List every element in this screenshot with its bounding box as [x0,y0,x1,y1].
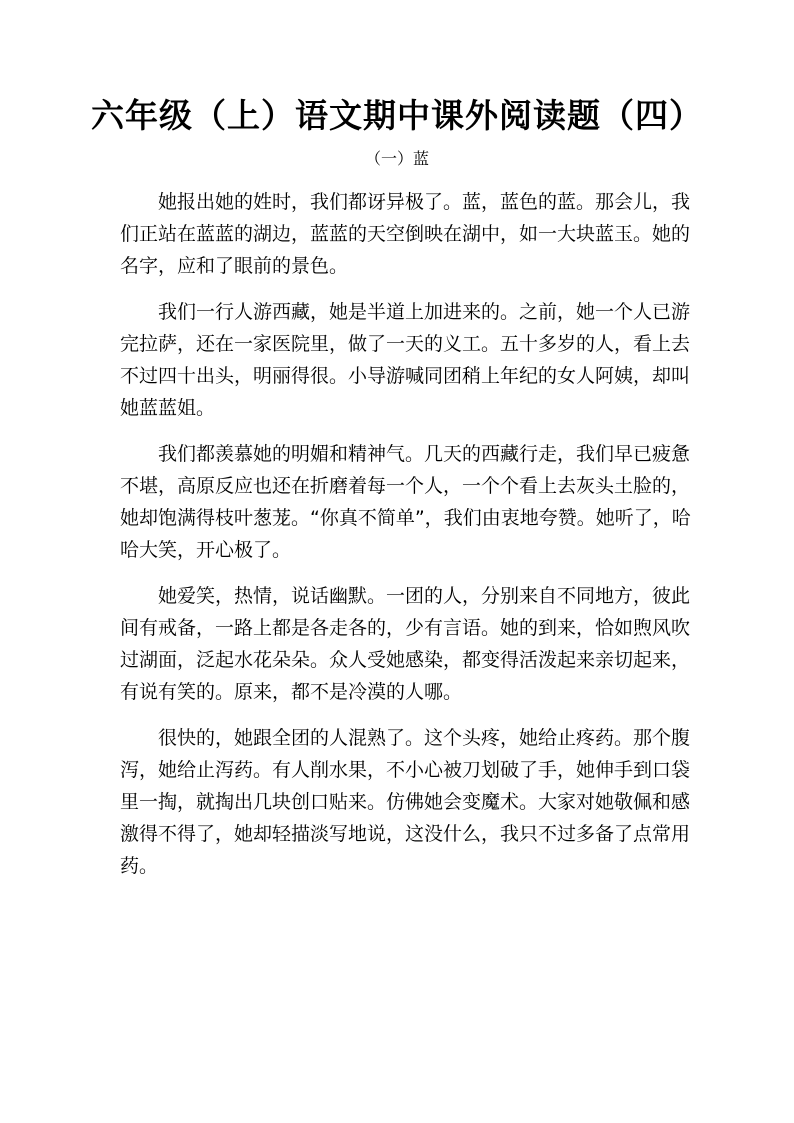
text-line: 不过四十出头，明丽得很。小导游喊同团稍上年纪的女人阿姨，却叫 [120,365,691,387]
text-line: 激得不得了，她却轻描淡写地说，这没什么，我只不过多备了点常用 [120,823,691,845]
paragraph-2 [120,296,691,424]
paragraph-4 [120,580,691,708]
document-title: 六年级（上）语文期中课外阅读题（四） [91,96,703,135]
text-line: 完拉萨，还在一家医院里，做了一天的义工。五十多岁的人，看上去 [120,333,691,355]
text-line: 里一掏，就掏出几块创口贴来。仿佛她会变魔术。大家对她敬佩和感 [120,791,691,813]
paragraph-5 [120,722,691,882]
text-line: 不堪，高原反应也还在折磨着每一个人，一个个看上去灰头土脸的， [120,475,691,497]
text-line: 她爱笑，热情，说话幽默。一团的人，分别来自不同地方，彼此 [158,585,691,607]
text-line: 们正站在蓝蓝的湖边，蓝蓝的天空倒映在湖中，如一大块蓝玉。她的 [120,223,691,245]
text-line: 药。 [120,855,159,877]
paragraph-3 [120,438,691,566]
text-line: 名字，应和了眼前的景色。 [120,255,349,277]
text-line: 我们一行人游西藏，她是半道上加进来的。之前，她一个人已游 [158,301,691,323]
paragraph-1 [120,186,691,282]
text-line: 哈大笑，开心极了。 [120,539,292,561]
text-line: 很快的，她跟全团的人混熟了。这个头疼，她给止疼药。那个腹 [158,727,691,749]
text-line: 过湖面，泛起水花朵朵。众人受她感染，都变得活泼起来亲切起来， [120,649,691,671]
text-line: 她报出她的姓时，我们都讶异极了。蓝，蓝色的蓝。那会儿，我 [158,191,691,213]
text-line: 间有戒备，一路上都是各走各的，少有言语。她的到来，恰如煦风吹 [120,617,691,639]
article-body [120,186,691,896]
text-line: 泻，她给止泻药。有人削水果，不小心被刀划破了手，她伸手到口袋 [120,759,691,781]
text-line: 她蓝蓝姐。 [120,397,216,419]
section-heading: （一）蓝 [364,149,429,168]
text-line: 有说有笑的。原来，都不是冷漠的人哪。 [120,681,463,703]
text-line: 我们都羡慕她的明媚和精神气。几天的西藏行走，我们早已疲惫 [158,443,691,465]
text-line: 她却饱满得枝叶葱茏。“你真不简单”，我们由衷地夸赞。她听了，哈 [120,507,691,529]
